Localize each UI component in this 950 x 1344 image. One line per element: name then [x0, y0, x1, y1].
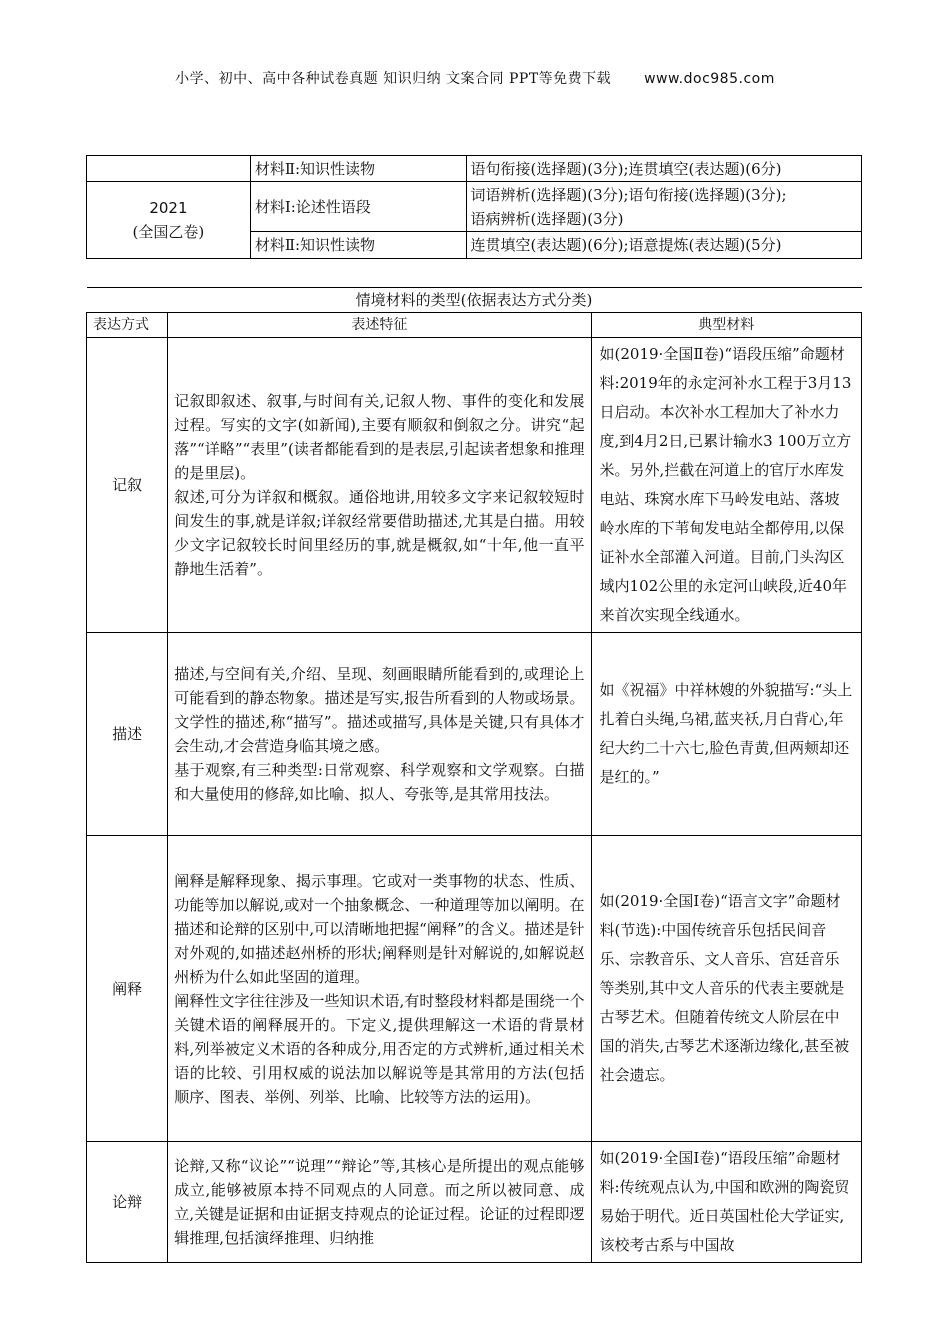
example-text: 如(2019·全国Ⅱ卷)“语段压缩”命题材料:2019年的永定河补水工程于3月13日启动。本次补水工程加大了补水力度,到4月2日,已累计输水3 100万立方米。另外,拦截在河道上的官厅水库发电站、珠窝水库下马岭发电站、落坡岭水库的下苇甸发电站全都停用,以保证补水全部灌入河道。目前,门头沟区域内102公里的永定河山峡段,近40年来首次实现全线通水。: [599, 345, 852, 624]
mode-description: 描述: [87, 633, 168, 836]
question-types-line: 语病辨析(选择题)(3分): [470, 209, 624, 228]
header-feature: 表述特征: [168, 313, 591, 338]
feature-cell: [168, 338, 591, 633]
feature-paragraph: 阐释性文字往往涉及一些知识术语,有时整段材料都是围绕一个关键术语的阐释展开的。下定义,提供理解这一术语的背景材料,列举被定义术语的各种成分,用否定的方式辨析,通过相关术语的比较、引用权威的说法加以解说等是其常用的方法(包括顺序、图表、举例、列举、比喻、比较等方法的运用)。: [174, 991, 585, 1106]
question-types-cell: 语句衔接(选择题)(3分);连贯填空(表达题)(6分): [466, 156, 861, 182]
example-cell: [591, 836, 861, 1142]
material-cell: 材料Ⅱ:知识性读物: [250, 156, 466, 182]
mode-narration: 记叙: [87, 338, 168, 633]
feature-paragraph: 记叙即叙述、叙事,与时间有关,记叙人物、事件的变化和发展过程。写实的文字(如新闻),主要有顺叙和倒叙之分。讲究“起落”“详略”“表里”(读者都能看到的是表层,引起读者想象和推理的是里层)。: [174, 392, 585, 482]
table-row: [87, 338, 862, 633]
question-types-cell: [466, 182, 861, 232]
feature-paragraph: 描述,与空间有关,介绍、呈现、刻画眼睛所能看到的,或理论上可能看到的静态物象。描述是写实,报告所看到的人物或场景。文学性的描述,称“描写”。描述或描写,具体是关键,只有具体才会生动,才会营造身临其境之感。: [174, 665, 585, 755]
feature-cell: [168, 836, 591, 1142]
material-cell: 材料Ⅱ:知识性读物: [250, 232, 466, 259]
feature-paragraph: 叙述,可分为详叙和概叙。通俗地讲,用较多文字来记叙较短时间发生的事,就是详叙;详叙经常要借助描述,尤其是白描。用较少文字记叙较长时间里经历的事,就是概叙,如“十年,他一直平静地生活着”。: [174, 488, 585, 578]
example-text: 如《祝福》中祥林嫂的外貌描写:“头上扎着白头绳,乌裙,蓝夹袄,月白背心,年纪大约二十六七,脸色青黄,但两颊却还是红的。”: [599, 681, 853, 786]
question-types-line: 词语辨析(选择题)(3分);语句衔接(选择题)(3分);: [470, 185, 787, 204]
example-text: 如(2019·全国Ⅰ卷)“语段压缩”命题材料:传统观点认为,中国和欧洲的陶瓷贸易始于明代。近日英国杜伦大学证实,该校考古系与中国故: [599, 1149, 850, 1254]
header-text: 小学、初中、高中各种试卷真题 知识归纳 文案合同 PPT等免费下载: [175, 71, 612, 87]
example-cell: [591, 338, 861, 633]
question-types-cell: 连贯填空(表达题)(6分);语意提炼(表达题)(5分): [466, 232, 861, 259]
page-header: [0, 68, 950, 88]
feature-paragraph: 论辩,又称“议论”“说理”“辩论”等,其核心是所提出的观点能够成立,能够被原本持不同观点的人同意。而之所以被同意、成立,关键是证据和由证据支持观点的论证过程。论证的过程即逻辑推理,包括演绎推理、归纳推: [174, 1157, 585, 1247]
example-text: 如(2019·全国Ⅰ卷)“语言文字”命题材料(节选):中国传统音乐包括民间音乐、宗教音乐、文人音乐、宫廷音乐等类别,其中文人音乐的代表主要就是古琴艺术。但随着传统文人阶层在中国的消失,古琴艺术逐渐边缘化,甚至被社会遗忘。: [599, 892, 850, 1084]
table-caption: 情境材料的类型(依据表达方式分类): [87, 288, 862, 313]
feature-paragraph: 基于观察,有三种类型:日常观察、科学观察和文学观察。白描和大量使用的修辞,如比喻、拟人、夸张等,是其常用技法。: [174, 761, 585, 803]
header-url[interactable]: www.doc985.com: [644, 71, 775, 87]
empty-year-cell: [87, 156, 251, 182]
year-cell: [87, 182, 251, 259]
example-cell: [591, 1142, 861, 1263]
material-types-table: [86, 287, 862, 1263]
material-cell: 材料Ⅰ:论述性语段: [250, 182, 466, 232]
table-row: [87, 1142, 862, 1263]
header-mode: 表达方式: [87, 313, 168, 338]
table-row: [87, 633, 862, 836]
feature-paragraph: 阐释是解释现象、揭示事理。它或对一类事物的状态、性质、功能等加以解说,或对一个抽象概念、一种道理等加以阐明。在描述和论辩的区别中,可以清晰地把握“阐释”的含义。描述是针对外观的,如描述赵州桥的形状;阐释则是针对解说的,如解说赵州桥为什么如此坚固的道理。: [174, 871, 585, 986]
table-row: [87, 836, 862, 1142]
feature-cell: [168, 1142, 591, 1263]
exam-summary-table: [86, 155, 862, 259]
paper-name: (全国乙卷): [132, 223, 205, 241]
mode-argumentation: 论辩: [87, 1142, 168, 1263]
header-material: 典型材料: [591, 313, 861, 338]
example-cell: [591, 633, 861, 836]
feature-cell: [168, 633, 591, 836]
mode-explanation: 阐释: [87, 836, 168, 1142]
year: 2021: [149, 199, 188, 217]
